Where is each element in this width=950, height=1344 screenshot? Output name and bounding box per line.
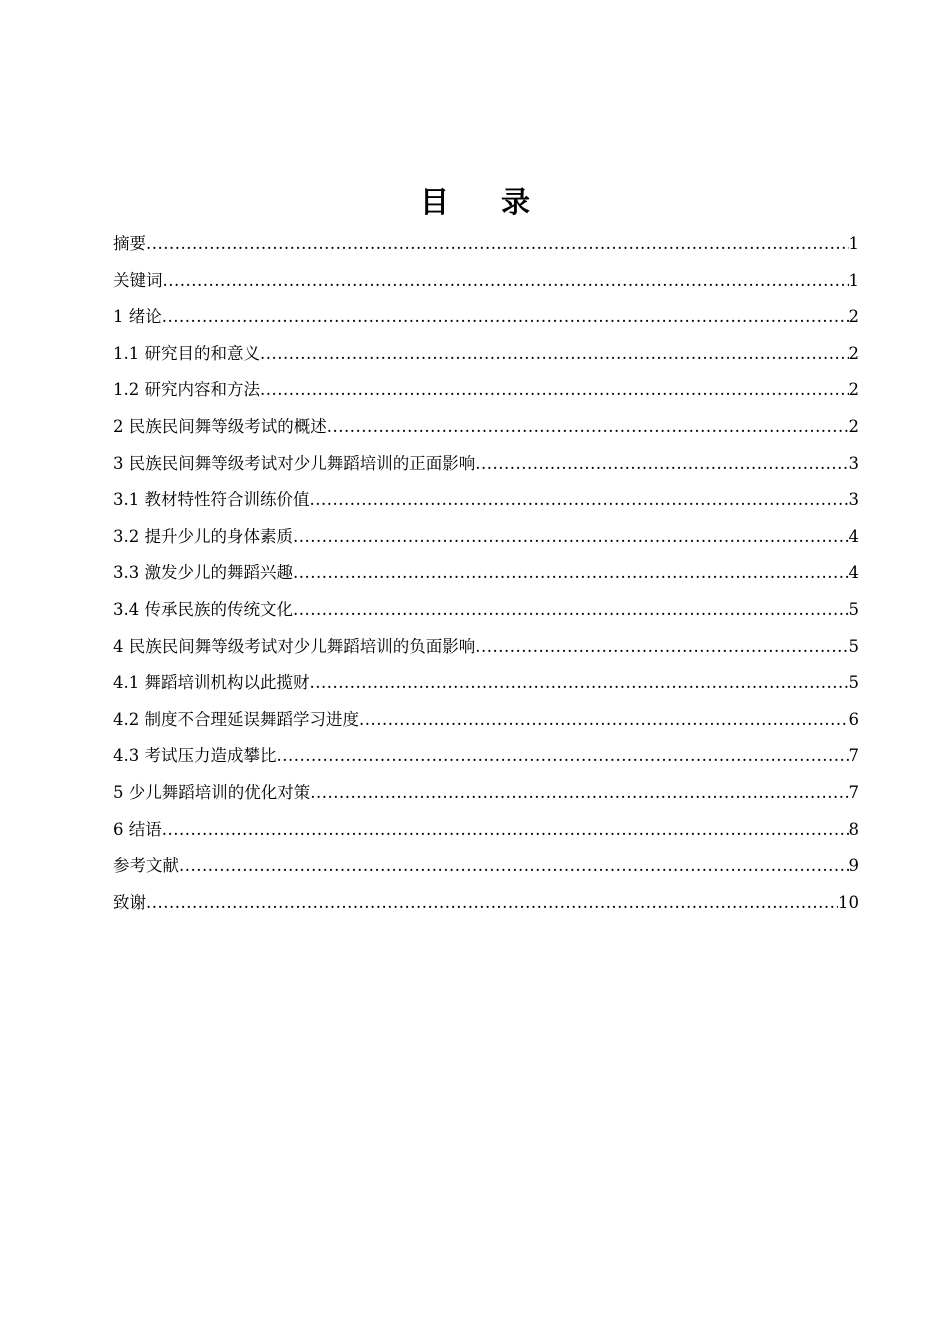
toc-entry-page: 1 [848,234,859,253]
toc-entry-label: 参考文献 [113,856,179,876]
toc-entry[interactable] [113,848,859,885]
toc-entry[interactable] [113,629,859,666]
toc-entry-label: 6 结语 [113,819,162,839]
toc-dot-leader [162,299,849,336]
toc-entry-page: 7 [848,782,859,802]
toc-title-char-1: 目 [419,185,449,219]
toc-dot-leader [162,812,849,849]
toc-entry-label: 3.4 传承民族的传统文化 [113,599,293,619]
toc-entry-page: 7 [848,746,859,766]
toc-dot-leader [293,519,849,556]
toc-dot-leader [260,372,849,409]
toc-dot-leader [359,702,849,739]
toc-dot-leader [277,738,849,775]
toc-entry[interactable] [113,299,859,336]
toc-dot-leader [293,592,849,629]
toc-entry[interactable] [113,775,859,812]
toc-dot-leader [310,482,849,519]
toc-entry-label: 4.2 制度不合理延误舞蹈学习进度 [113,709,359,729]
toc-dot-leader [260,336,849,373]
toc-dot-leader [179,848,849,885]
toc-entry[interactable] [113,226,859,263]
toc-entry-label: 4.1 舞蹈培训机构以此揽财 [113,673,310,693]
toc-entry-page: 2 [848,343,859,363]
toc-entry-page: 2 [848,307,859,327]
toc-dot-leader [310,775,848,812]
toc-entry-label: 3.3 激发少儿的舞蹈兴趣 [113,563,293,583]
toc-entry[interactable] [113,263,859,300]
toc-entry[interactable] [113,555,859,592]
toc-entry-label: 4 民族民间舞等级考试对少儿舞蹈培训的负面影响 [113,636,476,656]
toc-entry[interactable] [113,592,859,629]
toc-dot-leader [310,665,849,702]
toc-entry[interactable] [113,885,859,922]
toc-entry-page: 1 [848,270,859,290]
toc-dot-leader [327,409,849,446]
toc-entry-page: 2 [848,416,859,436]
toc-entry-label: 3 民族民间舞等级考试对少儿舞蹈培训的正面影响 [113,453,476,473]
toc-entry-label: 关键词 [113,270,163,290]
toc-entry-page: 4 [848,563,859,583]
toc-list [113,226,859,921]
toc-entry-label: 4.3 考试压力造成攀比 [113,746,277,766]
toc-dot-leader [146,226,849,263]
toc-entry-label: 1.1 研究目的和意义 [113,343,260,363]
toc-entry[interactable] [113,665,859,702]
toc-entry-page: 3 [848,453,859,473]
toc-entry-page: 10 [838,892,859,912]
toc-entry-page: 2 [848,380,859,400]
toc-entry-page: 9 [848,856,859,876]
toc-entry-label: 5 少儿舞蹈培训的优化对策 [113,782,311,802]
toc-entry-page: 5 [848,599,859,619]
toc-entry[interactable] [113,738,859,775]
toc-entry-label: 摘要 [113,234,146,253]
toc-dot-leader [293,555,849,592]
toc-entry-page: 4 [848,526,859,546]
toc-entry-page: 5 [848,673,859,693]
toc-entry-label: 3.2 提升少儿的身体素质 [113,526,293,546]
toc-entry-label: 2 民族民间舞等级考试的概述 [113,416,327,436]
toc-entry[interactable] [113,372,859,409]
toc-entry-page: 8 [848,819,859,839]
toc-entry-label: 1.2 研究内容和方法 [113,380,260,400]
toc-entry[interactable] [113,336,859,373]
toc-entry-page: 6 [848,709,859,729]
toc-entry-label: 1 绪论 [113,307,162,327]
toc-entry-label: 3.1 教材特性符合训练价值 [113,490,310,510]
toc-entry[interactable] [113,812,859,849]
toc-dot-leader [475,446,848,483]
toc-title-char-2: 录 [501,185,531,219]
toc-entry[interactable] [113,702,859,739]
toc-entry[interactable] [113,519,859,556]
toc-entry-page: 3 [848,490,859,510]
toc-entry-page: 5 [848,636,859,656]
toc-dot-leader [163,263,849,300]
toc-dot-leader [146,885,838,922]
toc-entry[interactable] [113,409,859,446]
toc-entry[interactable] [113,482,859,519]
toc-entry[interactable] [113,446,859,483]
toc-dot-leader [475,629,848,666]
toc-entry-label: 致谢 [113,892,146,912]
toc-title [0,180,950,224]
